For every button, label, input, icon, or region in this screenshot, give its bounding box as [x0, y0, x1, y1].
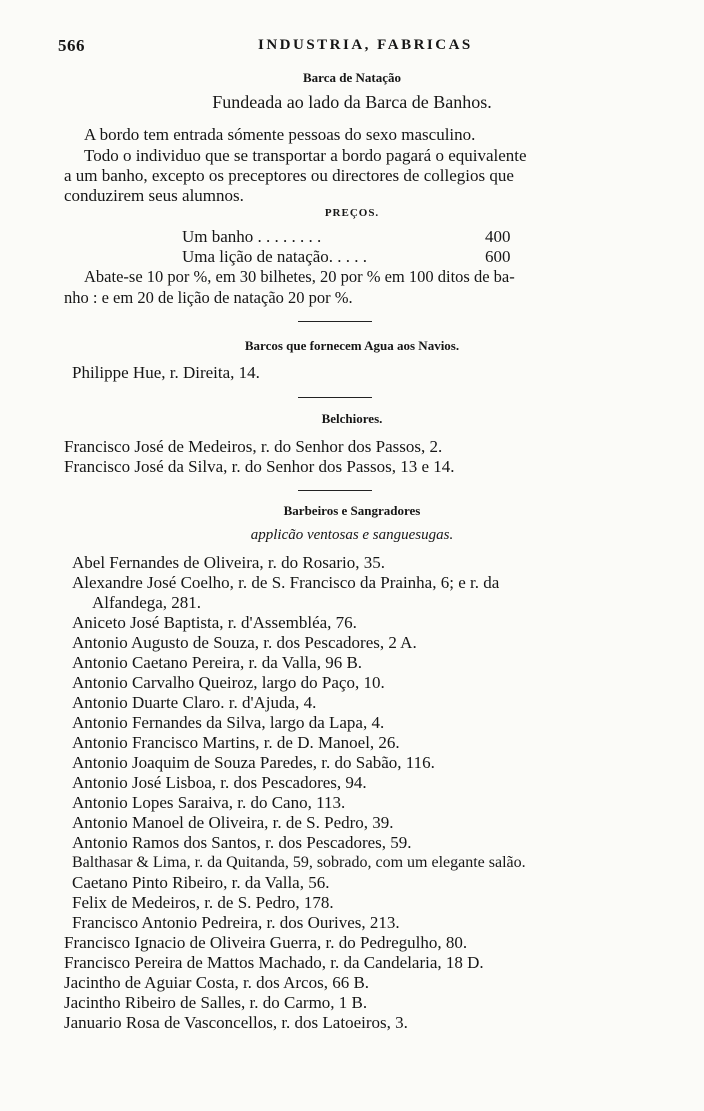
paragraph-line: a um banho, excepto os preceptores ou directores de collegios que [64, 166, 514, 185]
list-item: Francisco José de Medeiros, r. do Senhor dos Passos, 2. [64, 437, 443, 456]
list-item: Francisco Antonio Pedreira, r. dos Ourives, 213. [72, 913, 400, 932]
list-item: Francisco Ignacio de Oliveira Guerra, r. do Pedregulho, 80. [64, 933, 468, 952]
list-item: Antonio Augusto de Souza, r. dos Pescadores, 2 A. [72, 633, 417, 652]
paragraph-line: conduzirem seus alumnos. [64, 186, 244, 205]
list-item: Felix de Medeiros, r. de S. Pedro, 178. [72, 893, 334, 912]
list-item: Jacintho Ribeiro de Salles, r. do Carmo, 1 B. [64, 993, 368, 1012]
list-item: Alfandega, 281. [92, 593, 202, 612]
prices-heading: PREÇOS. [324, 207, 380, 219]
section-divider [298, 321, 372, 322]
section-heading-belchiores: Belchiores. [321, 411, 383, 426]
list-item: Aniceto José Baptista, r. d'Assembléa, 76. [72, 613, 357, 632]
section-heading-barbeiros: Barbeiros e Sangradores [283, 503, 421, 518]
section-divider [298, 490, 372, 491]
list-item: Januario Rosa de Vasconcellos, r. dos Latoeiros, 3. [64, 1013, 408, 1032]
list-item: Antonio Carvalho Queiroz, largo do Paço, 10. [72, 673, 385, 692]
price-value: 600 [485, 247, 511, 266]
price-label: Um banho . . . . . . . . [182, 227, 322, 246]
list-item: Alexandre José Coelho, r. de S. Francisco da Prainha, 6; e r. da [72, 573, 500, 592]
list-item: Jacintho de Aguiar Costa, r. dos Arcos, 66 B. [64, 973, 370, 992]
list-item: Francisco José da Silva, r. do Senhor dos Passos, 13 e 14. [64, 457, 455, 476]
list-item: Antonio Ramos dos Santos, r. dos Pescadores, 59. [72, 833, 412, 852]
discount-line: nho : e em 20 de lição de natação 20 por %. [64, 288, 353, 307]
price-value: 400 [485, 227, 511, 246]
list-item: Caetano Pinto Ribeiro, r. da Valla, 56. [72, 873, 330, 892]
list-item: Philippe Hue, r. Direita, 14. [72, 363, 260, 382]
section-subheading-barbeiros: applicão ventosas e sanguesugas. [250, 527, 454, 543]
list-item: Antonio Fernandes da Silva, largo da Lapa, 4. [72, 713, 385, 732]
section-heading-barcos: Barcos que fornecem Agua aos Navios. [244, 338, 460, 353]
list-item: Francisco Pereira de Mattos Machado, r. da Candelaria, 18 D. [64, 953, 484, 972]
list-item: Antonio Caetano Pereira, r. da Valla, 96 B. [72, 653, 363, 672]
discount-line: Abate-se 10 por %, em 30 bilhetes, 20 por % em 100 ditos de ba- [84, 267, 515, 286]
list-item: Balthasar & Lima, r. da Quitanda, 59, sobrado, com um elegante salão. [72, 854, 526, 871]
page-number: 566 [58, 36, 85, 55]
list-item: Antonio Manoel de Oliveira, r. de S. Pedro, 39. [72, 813, 394, 832]
section-divider [298, 397, 372, 398]
paragraph-line: A bordo tem entrada sómente pessoas do sexo masculino. [84, 125, 476, 144]
list-item: Antonio Francisco Martins, r. de D. Manoel, 26. [72, 733, 400, 752]
section-subtitle-barca: Fundeada ao lado da Barca de Banhos. [212, 92, 492, 112]
list-item: Antonio Joaquim de Souza Paredes, r. do Sabão, 116. [72, 753, 435, 772]
list-item: Antonio Lopes Saraiva, r. do Cano, 113. [72, 793, 346, 812]
paragraph-line: Todo o individuo que se transportar a bordo pagará o equivalente [84, 146, 527, 165]
page-header [58, 36, 658, 58]
list-item: Antonio José Lisboa, r. dos Pescadores, 94. [72, 773, 367, 792]
list-item: Antonio Duarte Claro. r. d'Ajuda, 4. [72, 693, 317, 712]
section-heading-barca: Barca de Natação [303, 70, 401, 85]
running-title: INDUSTRIA, FABRICAS [258, 37, 473, 53]
price-label: Uma lição de natação. . . . . [182, 247, 368, 266]
list-item: Abel Fernandes de Oliveira, r. do Rosario, 35. [72, 553, 386, 572]
